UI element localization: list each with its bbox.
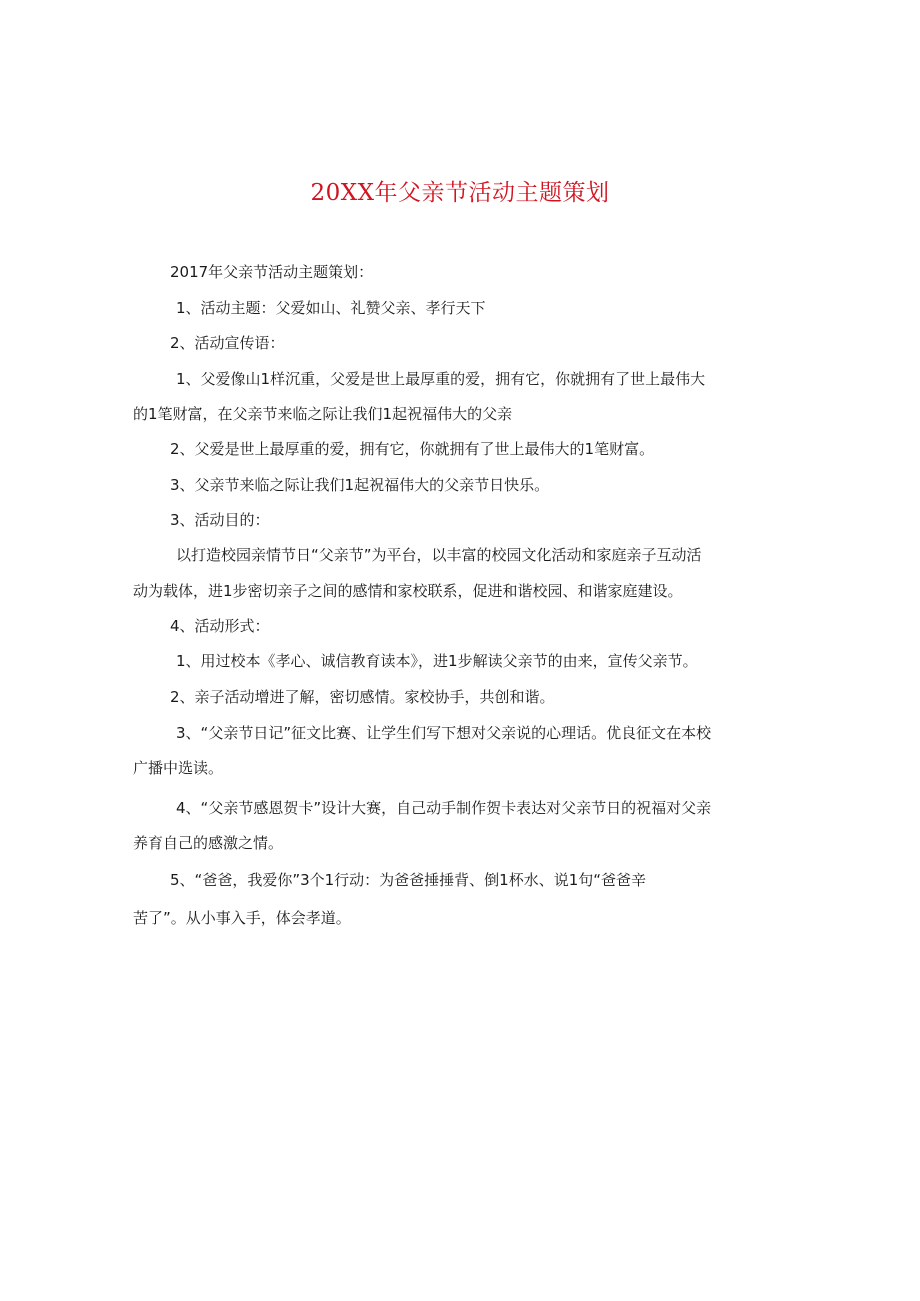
form-item-2: 2、亲子活动增进了解，密切感情。家校协手，共创和谐。 bbox=[170, 688, 555, 706]
document-title: 20XX年父亲节活动主题策划 bbox=[310, 180, 610, 206]
purpose-heading: 3、活动目的： bbox=[170, 511, 270, 529]
slogan-2: 2、父爱是世上最厚重的爱，拥有它，你就拥有了世上最伟大的1笔财富。 bbox=[170, 440, 655, 458]
form-heading: 4、活动形式： bbox=[170, 617, 270, 635]
activity-theme: 1、活动主题：父爱如山、礼赞父亲、孝行天下 bbox=[176, 299, 486, 317]
form-item-5-line-1: 5、“爸爸，我爱你”3个1行动：为爸爸捶捶背、倒1杯水、说1句“爸爸辛 bbox=[170, 871, 647, 889]
purpose-line-1: 以打造校园亲情节日“父亲节”为平台，以丰富的校园文化活动和家庭亲子互动活 bbox=[176, 546, 702, 564]
form-item-1: 1、用过校本《孝心、诚信教育读本》，进1步解读父亲节的由来，宣传父亲节。 bbox=[176, 652, 698, 670]
paragraph-heading: 2017年父亲节活动主题策划： bbox=[170, 263, 374, 281]
form-item-3-line-1: 3、“父亲节日记”征文比赛、让学生们写下想对父亲说的心理话。优良征文在本校 bbox=[176, 724, 712, 742]
form-item-4-line-2: 养育自己的感激之情。 bbox=[133, 834, 284, 852]
form-item-5-line-2: 苦了”。从小事入手，体会孝道。 bbox=[133, 909, 351, 927]
slogan-1-line-1: 1、父爱像山1样沉重，父爱是世上最厚重的爱，拥有它，你就拥有了世上最伟大 bbox=[176, 370, 706, 388]
slogan-1-line-2: 的1笔财富，在父亲节来临之际让我们1起祝福伟大的父亲 bbox=[133, 405, 513, 423]
form-item-3-line-2: 广播中选读。 bbox=[133, 759, 224, 777]
purpose-line-2: 动为载体，进1步密切亲子之间的感情和家校联系，促进和谐校园、和谐家庭建设。 bbox=[133, 582, 683, 600]
slogan-heading: 2、活动宣传语： bbox=[170, 334, 285, 352]
slogan-3: 3、父亲节来临之际让我们1起祝福伟大的父亲节日快乐。 bbox=[170, 476, 550, 494]
form-item-4-line-1: 4、“父亲节感恩贺卡”设计大赛，自己动手制作贺卡表达对父亲节日的祝福对父亲 bbox=[176, 799, 712, 817]
